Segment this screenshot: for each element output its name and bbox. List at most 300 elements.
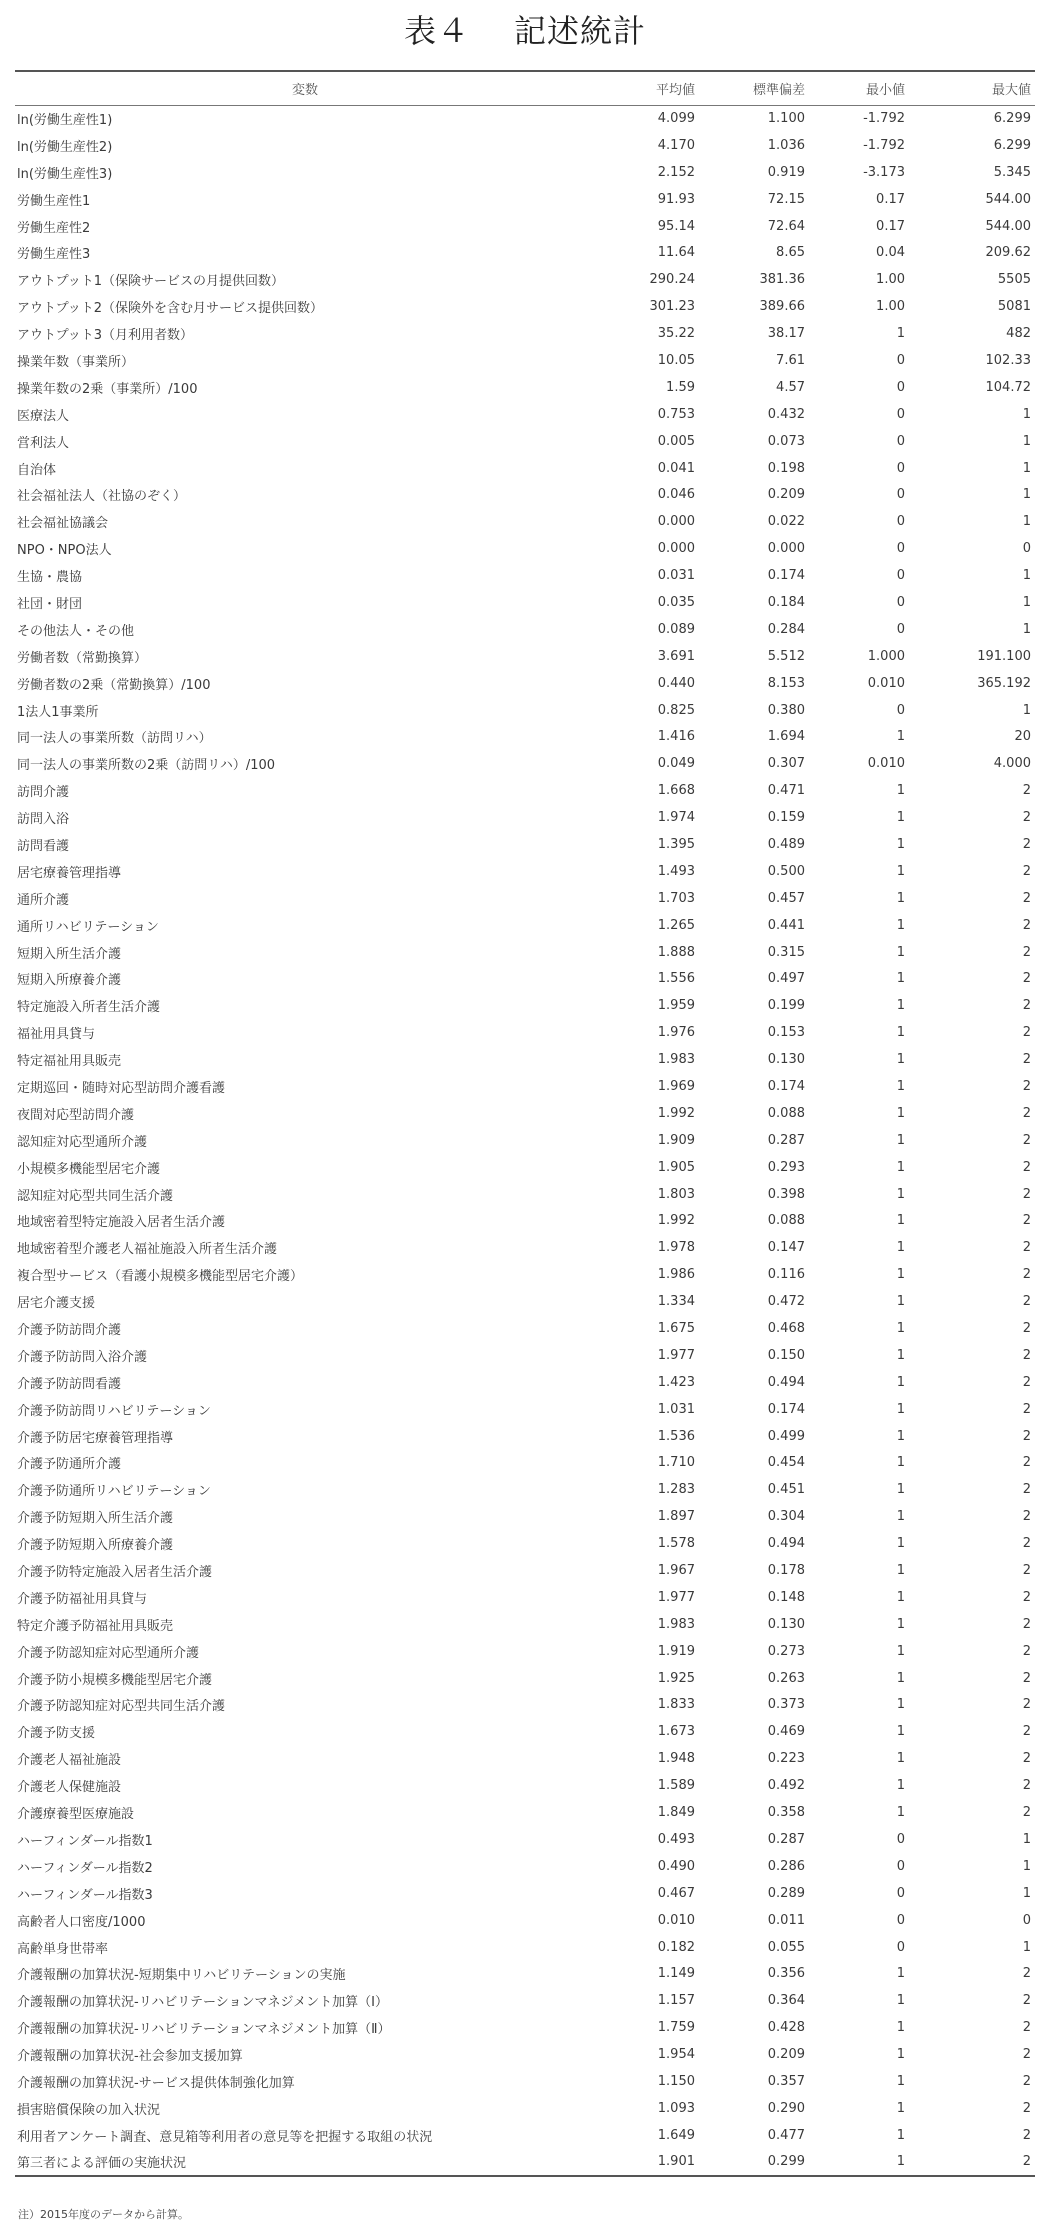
cell-max: 2 — [1022, 2127, 1031, 2143]
cell-min: 1 — [896, 2100, 905, 2116]
cell-variable: 地域密着型介護老人福祉施設入所者生活介護 — [17, 1242, 278, 1258]
cell-min: 1 — [896, 944, 905, 960]
cell-max: 1 — [1022, 1831, 1031, 1847]
cell-max: 2 — [1022, 1079, 1031, 1094]
cell-max: 1 — [1022, 568, 1031, 584]
cell-std-dev: 0.471 — [767, 783, 805, 799]
cell-mean: 0.493 — [657, 1831, 695, 1847]
table-row — [15, 885, 1035, 912]
table-row — [15, 1745, 1035, 1772]
cell-variable: 労働者数（常勤換算） — [17, 650, 148, 666]
table-row — [15, 2068, 1035, 2095]
table-row — [15, 966, 1035, 993]
cell-max: 102.33 — [985, 352, 1031, 368]
cell-min: 0 — [896, 1912, 905, 1928]
table-row — [15, 1934, 1035, 1961]
cell-max: 2 — [1022, 1428, 1031, 1444]
table-heading: 記述統計 — [514, 12, 647, 50]
cell-min: 0 — [896, 1858, 905, 1874]
cell-mean: 1.976 — [657, 1025, 695, 1041]
cell-max: 1 — [1022, 1858, 1031, 1874]
cell-mean: 1.423 — [657, 1374, 695, 1390]
cell-std-dev: 0.398 — [767, 1186, 805, 1202]
table-row — [15, 589, 1035, 616]
table-row — [15, 2095, 1035, 2122]
cell-mean: 1.983 — [657, 1052, 695, 1068]
cell-variable: 社会福祉協議会 — [17, 516, 109, 532]
cell-mean: 1.589 — [657, 1778, 695, 1794]
cell-max: 2 — [1022, 1374, 1031, 1390]
cell-max: 191.100 — [977, 648, 1031, 664]
cell-max: 2 — [1022, 1401, 1031, 1417]
table-row — [15, 320, 1035, 347]
cell-std-dev: 0.198 — [767, 460, 805, 476]
cell-std-dev: 0.073 — [767, 433, 805, 449]
cell-min: 1 — [896, 1966, 905, 1982]
cell-variable: 特定施設入所者生活介護 — [17, 1000, 161, 1016]
cell-mean: 1.992 — [657, 1105, 695, 1121]
cell-mean: 1.909 — [657, 1132, 695, 1148]
cell-variable: 第三者による評価の実施状況 — [17, 2156, 187, 2172]
cell-std-dev: 0.289 — [767, 1885, 805, 1901]
table-row — [15, 1987, 1035, 2014]
cell-max: 2 — [1022, 1321, 1031, 1337]
cell-mean: 1.974 — [657, 810, 695, 826]
cell-mean: 4.170 — [657, 137, 695, 153]
cell-mean: 0.035 — [657, 594, 695, 610]
cell-min: 1 — [896, 1159, 905, 1175]
cell-std-dev: 0.174 — [767, 568, 805, 584]
cell-variable: 認知症対応型共同生活介護 — [17, 1188, 174, 1204]
cell-variable: 介護予防訪問入浴介護 — [17, 1349, 148, 1365]
cell-max: 5505 — [997, 272, 1031, 288]
cell-variable: 介護療養型医療施設 — [17, 1807, 135, 1823]
cell-variable: その他法人・その他 — [17, 623, 135, 639]
cell-variable: 1法人1事業所 — [17, 704, 99, 720]
cell-min: 0 — [896, 1939, 905, 1955]
table-row — [15, 1476, 1035, 1503]
cell-std-dev: 0.287 — [767, 1831, 805, 1847]
cell-max: 2 — [1022, 863, 1031, 879]
cell-max: 1 — [1022, 433, 1031, 449]
cell-variable: 介護予防訪問看護 — [17, 1376, 122, 1392]
cell-max: 2 — [1022, 1267, 1031, 1283]
cell-variable: ハーフィンダール指数1 — [17, 1833, 153, 1849]
cell-max: 2 — [1022, 1724, 1031, 1740]
cell-mean: 1.849 — [657, 1805, 695, 1821]
cell-mean: 0.005 — [657, 433, 695, 449]
table-row — [15, 132, 1035, 159]
table-row — [15, 239, 1035, 266]
table-row — [15, 1073, 1035, 1100]
cell-std-dev: 0.919 — [767, 164, 805, 180]
cell-mean: 1.493 — [657, 863, 695, 879]
cell-min: 1 — [896, 1025, 905, 1041]
cell-variable: 労働生産性3 — [17, 247, 91, 263]
cell-min: 0.17 — [876, 191, 905, 207]
cell-mean: 0.182 — [657, 1939, 695, 1955]
cell-std-dev: 0.174 — [767, 1079, 805, 1094]
cell-min: 1 — [896, 1778, 905, 1794]
cell-variable: 福祉用具貸与 — [17, 1027, 96, 1043]
cell-std-dev: 0.223 — [767, 1751, 805, 1767]
statistics-table-container — [15, 70, 1035, 2177]
table-row — [15, 1772, 1035, 1799]
table-row — [15, 428, 1035, 455]
cell-std-dev: 0.477 — [767, 2127, 805, 2143]
cell-std-dev: 0.159 — [767, 810, 805, 826]
cell-max: 2 — [1022, 1025, 1031, 1041]
cell-std-dev: 0.357 — [767, 2073, 805, 2089]
cell-mean: 0.089 — [657, 621, 695, 637]
table-body — [15, 105, 1035, 2176]
cell-std-dev: 0.299 — [767, 2154, 805, 2170]
cell-mean: 1.954 — [657, 2047, 695, 2063]
cell-min: 1 — [896, 1482, 905, 1498]
cell-min: 1 — [896, 1805, 905, 1821]
cell-std-dev: 0.315 — [767, 944, 805, 960]
table-row — [15, 1234, 1035, 1261]
cell-mean: 1.833 — [657, 1697, 695, 1713]
cell-variable: 高齢単身世帯率 — [17, 1941, 109, 1957]
cell-max: 6.299 — [993, 137, 1031, 153]
cell-std-dev: 8.153 — [767, 675, 805, 691]
table-row — [15, 723, 1035, 750]
cell-variable: 定期巡回・随時対応型訪問介護看護 — [17, 1081, 226, 1096]
cell-min: 1 — [896, 971, 905, 987]
cell-max: 2 — [1022, 1213, 1031, 1229]
cell-std-dev: 0.468 — [767, 1321, 805, 1337]
cell-std-dev: 0.373 — [767, 1697, 805, 1713]
cell-std-dev: 0.130 — [767, 1616, 805, 1632]
table-number: 表４ — [403, 12, 470, 50]
table-row — [15, 347, 1035, 374]
cell-std-dev: 0.499 — [767, 1428, 805, 1444]
cell-mean: 1.948 — [657, 1751, 695, 1767]
table-row — [15, 670, 1035, 697]
cell-variable: 通所リハビリテーション — [17, 919, 159, 935]
cell-variable: 通所介護 — [17, 892, 70, 908]
table-title — [0, 6, 1050, 52]
cell-max: 2 — [1022, 2154, 1031, 2170]
cell-std-dev: 0.174 — [767, 1401, 805, 1417]
cell-variable: 同一法人の事業所数の2乗（訪問リハ）/100 — [17, 758, 276, 774]
cell-max: 2 — [1022, 1966, 1031, 1982]
cell-std-dev: 72.15 — [767, 191, 805, 207]
table-row — [15, 266, 1035, 293]
cell-min: 1 — [896, 729, 905, 745]
cell-mean: 1.675 — [657, 1321, 695, 1337]
cell-max: 2 — [1022, 783, 1031, 799]
cell-variable: 介護予防福祉用具貸与 — [17, 1591, 148, 1607]
cell-min: 1 — [896, 2073, 905, 2089]
cell-mean: 1.093 — [657, 2100, 695, 2116]
cell-std-dev: 0.358 — [767, 1805, 805, 1821]
cell-variable: 夜間対応型訪問介護 — [17, 1107, 135, 1123]
cell-mean: 1.905 — [657, 1159, 695, 1175]
cell-min: -1.792 — [863, 111, 905, 127]
cell-variable: 介護予防訪問リハビリテーション — [17, 1403, 211, 1419]
cell-std-dev: 38.17 — [767, 326, 805, 342]
cell-max: 1 — [1022, 514, 1031, 530]
cell-mean: 1.901 — [657, 2154, 695, 2170]
cell-max: 2 — [1022, 1347, 1031, 1363]
table-row — [15, 831, 1035, 858]
cell-min: 1.000 — [867, 648, 905, 664]
cell-std-dev: 5.512 — [767, 648, 805, 664]
cell-std-dev: 1.100 — [767, 111, 805, 127]
cell-mean: 0.000 — [657, 541, 695, 557]
cell-variable: アウトプット3（月利用者数） — [17, 328, 193, 344]
cell-min: 0 — [896, 379, 905, 395]
cell-min: 1 — [896, 2154, 905, 2170]
table-row — [15, 508, 1035, 535]
cell-mean: 1.759 — [657, 2020, 695, 2036]
cell-min: 1 — [896, 1455, 905, 1471]
cell-std-dev: 0.489 — [767, 836, 805, 852]
table-row — [15, 374, 1035, 401]
table-row — [15, 1423, 1035, 1450]
cell-std-dev: 0.130 — [767, 1052, 805, 1068]
cell-mean: 0.467 — [657, 1885, 695, 1901]
cell-std-dev: 0.286 — [767, 1858, 805, 1874]
cell-variable: 同一法人の事業所数（訪問リハ） — [17, 731, 212, 747]
cell-variable: 営利法人 — [17, 435, 70, 451]
cell-max: 2 — [1022, 1643, 1031, 1659]
cell-max: 1 — [1022, 460, 1031, 476]
cell-std-dev: 72.64 — [767, 218, 805, 234]
cell-std-dev: 0.290 — [767, 2100, 805, 2116]
cell-mean: 91.93 — [657, 191, 695, 207]
cell-variable: 訪問入浴 — [17, 812, 70, 828]
cell-max: 104.72 — [985, 379, 1031, 395]
cell-std-dev: 0.000 — [767, 541, 805, 557]
cell-max: 2 — [1022, 1589, 1031, 1605]
cell-min: 0 — [896, 568, 905, 584]
cell-max: 2 — [1022, 971, 1031, 987]
cell-mean: 1.986 — [657, 1267, 695, 1283]
cell-variable: NPO・NPO法人 — [17, 543, 112, 559]
cell-min: 1 — [896, 1509, 905, 1525]
cell-variable: 労働生産性1 — [17, 193, 91, 209]
table-row — [15, 2122, 1035, 2149]
table-row — [15, 1880, 1035, 1907]
cell-variable: 認知症対応型通所介護 — [17, 1134, 148, 1150]
cell-min: 1 — [896, 2047, 905, 2063]
header-variable: 変数 — [291, 82, 318, 98]
cell-mean: 1.334 — [657, 1294, 695, 1310]
cell-variable: 特定介護予防福祉用具販売 — [17, 1618, 174, 1634]
cell-max: 2 — [1022, 1697, 1031, 1713]
cell-min: 1 — [896, 863, 905, 879]
table-row — [15, 912, 1035, 939]
cell-mean: 1.977 — [657, 1347, 695, 1363]
cell-max: 2 — [1022, 1159, 1031, 1175]
cell-max: 544.00 — [985, 191, 1031, 207]
cell-variable: 小規模多機能型居宅介護 — [17, 1161, 161, 1177]
cell-max: 1 — [1022, 594, 1031, 610]
cell-std-dev: 0.209 — [767, 2047, 805, 2063]
cell-min: 1 — [896, 1616, 905, 1632]
cell-min: -1.792 — [863, 137, 905, 153]
cell-min: 0 — [896, 433, 905, 449]
cell-variable: 介護報酬の加算状況-リハビリテーションマネジメント加算（Ⅱ） — [17, 2022, 391, 2038]
table-row — [15, 1154, 1035, 1181]
cell-max: 2 — [1022, 1052, 1031, 1068]
table-row — [15, 858, 1035, 885]
cell-mean: 1.649 — [657, 2127, 695, 2143]
cell-std-dev: 0.088 — [767, 1105, 805, 1121]
cell-variable: 居宅介護支援 — [17, 1296, 96, 1312]
cell-min: 1 — [896, 2020, 905, 2036]
cell-max: 2 — [1022, 1751, 1031, 1767]
cell-variable: 介護予防訪問介護 — [17, 1323, 122, 1339]
cell-min: 0 — [896, 460, 905, 476]
cell-std-dev: 0.356 — [767, 1966, 805, 1982]
cell-std-dev: 4.57 — [776, 379, 805, 395]
table-row — [15, 481, 1035, 508]
cell-mean: 3.691 — [657, 648, 695, 664]
cell-mean: 0.041 — [657, 460, 695, 476]
cell-min: 0.04 — [876, 245, 905, 261]
cell-max: 5.345 — [993, 164, 1031, 180]
cell-std-dev: 0.147 — [767, 1240, 805, 1256]
cell-variable: 特定福祉用具販売 — [17, 1054, 122, 1070]
cell-max: 2 — [1022, 1186, 1031, 1202]
cell-std-dev: 0.116 — [767, 1267, 805, 1283]
cell-variable: 操業年数の2乗（事業所）/100 — [17, 381, 198, 397]
cell-std-dev: 0.380 — [767, 702, 805, 718]
cell-min: 1 — [896, 783, 905, 799]
cell-mean: 1.969 — [657, 1079, 695, 1094]
cell-variable: 介護予防短期入所生活介護 — [17, 1511, 174, 1527]
header-std-dev: 標準偏差 — [752, 82, 805, 98]
cell-variable: 居宅療養管理指導 — [17, 865, 122, 881]
cell-mean: 1.803 — [657, 1186, 695, 1202]
cell-std-dev: 0.273 — [767, 1643, 805, 1659]
cell-variable: 介護予防短期入所療養介護 — [17, 1538, 174, 1554]
table-row — [15, 1799, 1035, 1826]
cell-variable: 短期入所生活介護 — [17, 946, 122, 962]
cell-std-dev: 0.457 — [767, 890, 805, 906]
cell-max: 0 — [1022, 541, 1031, 557]
descriptive-statistics-table — [15, 70, 1035, 2177]
cell-max: 1 — [1022, 621, 1031, 637]
footnote: 注）2015年度のデータから計算。 — [18, 2208, 189, 2221]
cell-std-dev: 0.184 — [767, 594, 805, 610]
table-row — [15, 1503, 1035, 1530]
cell-variable: ln(労働生産性2) — [17, 139, 113, 155]
cell-std-dev: 0.088 — [767, 1213, 805, 1229]
cell-variable: 労働生産性2 — [17, 220, 91, 236]
cell-variable: 介護老人保健施設 — [17, 1780, 122, 1796]
cell-variable: 介護予防小規模多機能型居宅介護 — [17, 1672, 213, 1688]
cell-mean: 1.536 — [657, 1428, 695, 1444]
cell-mean: 35.22 — [657, 326, 695, 342]
table-row — [15, 1100, 1035, 1127]
cell-max: 209.62 — [985, 245, 1031, 261]
cell-variable: ハーフィンダール指数3 — [17, 1887, 153, 1903]
table-row — [15, 1315, 1035, 1342]
cell-std-dev: 0.011 — [767, 1912, 805, 1928]
cell-mean: 1.395 — [657, 836, 695, 852]
cell-variable: 自治体 — [17, 462, 57, 478]
cell-min: 1 — [896, 1401, 905, 1417]
cell-variable: 介護予防支援 — [17, 1726, 96, 1742]
cell-mean: 1.703 — [657, 890, 695, 906]
cell-min: 1 — [896, 1132, 905, 1148]
cell-std-dev: 0.150 — [767, 1347, 805, 1363]
table-row — [15, 1019, 1035, 1046]
cell-max: 2 — [1022, 944, 1031, 960]
cell-variable: 介護予防居宅療養管理指導 — [17, 1430, 174, 1446]
cell-mean: 1.925 — [657, 1670, 695, 1686]
cell-min: 1 — [896, 1347, 905, 1363]
table-row — [15, 1046, 1035, 1073]
cell-min: 0 — [896, 1885, 905, 1901]
cell-std-dev: 0.178 — [767, 1563, 805, 1579]
cell-variable: 医療法人 — [17, 408, 70, 424]
cell-max: 2 — [1022, 917, 1031, 933]
cell-mean: 4.099 — [657, 111, 695, 127]
cell-std-dev: 0.287 — [767, 1132, 805, 1148]
cell-std-dev: 0.148 — [767, 1589, 805, 1605]
table-row — [15, 293, 1035, 320]
cell-max: 1 — [1022, 702, 1031, 718]
cell-mean: 1.416 — [657, 729, 695, 745]
cell-mean: 1.710 — [657, 1455, 695, 1471]
cell-min: 1 — [896, 1589, 905, 1605]
cell-variable: 介護予防通所介護 — [17, 1457, 122, 1473]
cell-max: 2 — [1022, 1778, 1031, 1794]
table-row — [15, 1208, 1035, 1235]
cell-mean: 1.578 — [657, 1536, 695, 1552]
cell-mean: 1.150 — [657, 2073, 695, 2089]
cell-min: 0 — [896, 1831, 905, 1847]
cell-variable: 介護予防認知症対応型共同生活介護 — [17, 1699, 226, 1715]
cell-min: 0.17 — [876, 218, 905, 234]
cell-std-dev: 0.428 — [767, 2020, 805, 2036]
cell-mean: 1.959 — [657, 998, 695, 1014]
table-row — [15, 1638, 1035, 1665]
cell-std-dev: 7.61 — [776, 352, 805, 368]
cell-max: 4.000 — [993, 756, 1031, 772]
cell-max: 2 — [1022, 890, 1031, 906]
table-row — [15, 2041, 1035, 2068]
table-row — [15, 2149, 1035, 2176]
cell-max: 2 — [1022, 1993, 1031, 2009]
cell-variable: ln(労働生産性1) — [17, 113, 113, 129]
cell-variable: 労働者数の2乗（常勤換算）/100 — [17, 677, 211, 693]
cell-variable: 生協・農協 — [17, 570, 83, 586]
table-row — [15, 105, 1035, 132]
cell-min: 0 — [896, 514, 905, 530]
table-header — [15, 71, 1035, 105]
cell-mean: 1.149 — [657, 1966, 695, 1982]
table-row — [15, 643, 1035, 670]
cell-std-dev: 0.304 — [767, 1509, 805, 1525]
cell-mean: 301.23 — [649, 299, 695, 315]
cell-min: 1 — [896, 1321, 905, 1337]
cell-std-dev: 0.209 — [767, 487, 805, 503]
cell-std-dev: 0.451 — [767, 1482, 805, 1498]
cell-variable: 介護報酬の加算状況-社会参加支援加算 — [17, 2049, 243, 2065]
table-row — [15, 1665, 1035, 1692]
header-row — [15, 71, 1035, 105]
table-row — [15, 1181, 1035, 1208]
table-row — [15, 1396, 1035, 1423]
table-row — [15, 213, 1035, 240]
